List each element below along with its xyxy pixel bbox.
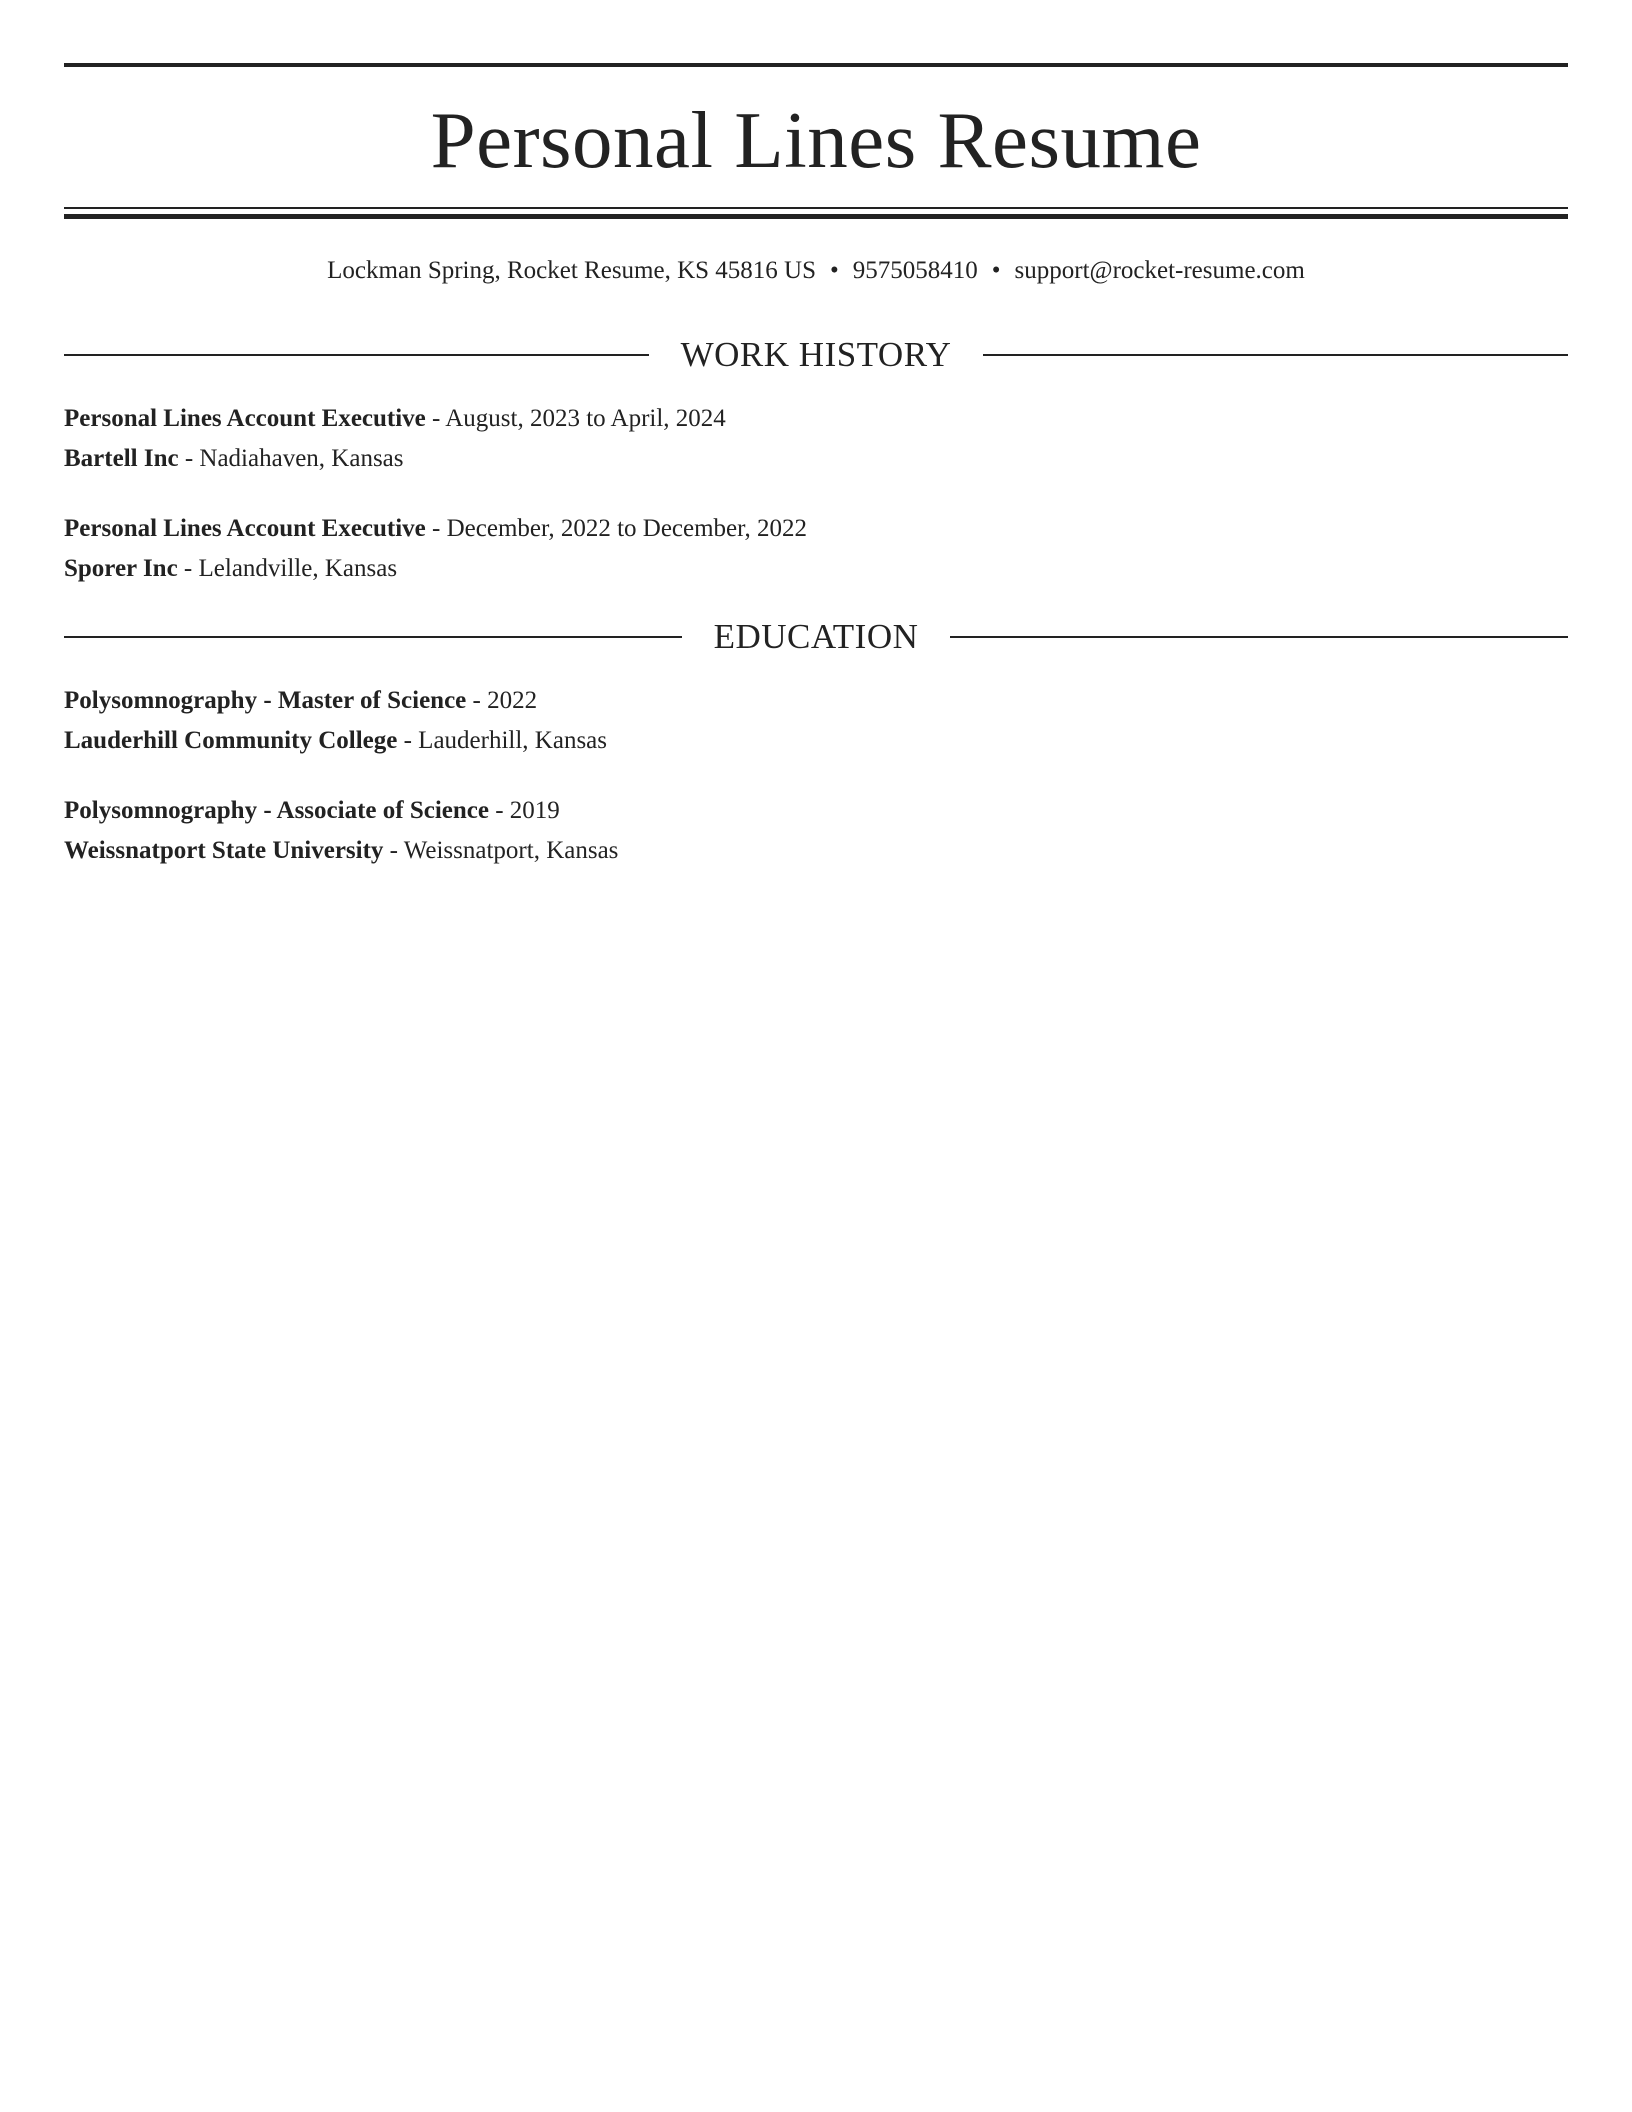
school-location: Lauderhill, Kansas bbox=[418, 727, 608, 754]
contact-address: Lockman Spring, Rocket Resume, KS 45816 US bbox=[327, 257, 817, 284]
education-entry bbox=[64, 791, 1568, 871]
education-entry-school-row bbox=[64, 721, 1568, 761]
contact-separator: • bbox=[830, 257, 839, 284]
education-entry bbox=[64, 681, 1568, 761]
education-entry-school-row bbox=[64, 831, 1568, 871]
section-label: EDUCATION bbox=[713, 617, 919, 656]
dash: - bbox=[425, 515, 447, 542]
heading-rule-right bbox=[950, 636, 1568, 638]
work-entry-title-row bbox=[64, 399, 1568, 439]
work-entry bbox=[64, 399, 1568, 479]
graduation-year: 2019 bbox=[509, 797, 560, 824]
company-location: Nadiahaven, Kansas bbox=[199, 445, 404, 472]
heading-rule-left bbox=[64, 354, 649, 356]
dash: - bbox=[177, 555, 199, 582]
work-history-heading bbox=[64, 333, 1568, 377]
title-rule-thin bbox=[64, 207, 1568, 209]
top-rule bbox=[64, 63, 1568, 67]
dash: - bbox=[488, 797, 510, 824]
title-rule-thick bbox=[64, 214, 1568, 219]
job-dates: December, 2022 to December, 2022 bbox=[446, 515, 807, 542]
dash: - bbox=[397, 727, 419, 754]
degree: Polysomnography - Master of Science bbox=[64, 687, 467, 714]
company-location: Lelandville, Kansas bbox=[198, 555, 398, 582]
company-name: Sporer Inc bbox=[64, 555, 178, 582]
work-entry bbox=[64, 509, 1568, 589]
job-dates: August, 2023 to April, 2024 bbox=[445, 405, 726, 432]
dash: - bbox=[466, 687, 488, 714]
dash: - bbox=[178, 445, 200, 472]
contact-line bbox=[64, 254, 1568, 288]
dash: - bbox=[383, 837, 404, 864]
heading-rule-left bbox=[64, 636, 682, 638]
degree: Polysomnography - Associate of Science bbox=[64, 797, 489, 824]
work-entry-company-row bbox=[64, 439, 1568, 479]
resume-title: Personal Lines Resume bbox=[430, 95, 1202, 185]
heading-rule-right bbox=[983, 354, 1568, 356]
graduation-year: 2022 bbox=[487, 687, 538, 714]
contact-email: support@rocket-resume.com bbox=[1014, 257, 1305, 284]
section-label: WORK HISTORY bbox=[680, 335, 952, 374]
school-name: Weissnatport State University bbox=[64, 837, 384, 864]
job-title: Personal Lines Account Executive bbox=[64, 405, 426, 432]
school-name: Lauderhill Community College bbox=[64, 727, 398, 754]
job-title: Personal Lines Account Executive bbox=[64, 515, 426, 542]
education-heading bbox=[64, 615, 1568, 659]
company-name: Bartell Inc bbox=[64, 445, 179, 472]
contact-phone: 9575058410 bbox=[852, 257, 978, 284]
contact-separator: • bbox=[991, 257, 1001, 284]
school-location: Weissnatport, Kansas bbox=[403, 837, 619, 864]
work-entry-company-row bbox=[64, 549, 1568, 589]
education-entry-degree-row bbox=[64, 681, 1568, 721]
work-entry-title-row bbox=[64, 509, 1568, 549]
dash: - bbox=[425, 405, 446, 432]
education-entry-degree-row bbox=[64, 791, 1568, 831]
